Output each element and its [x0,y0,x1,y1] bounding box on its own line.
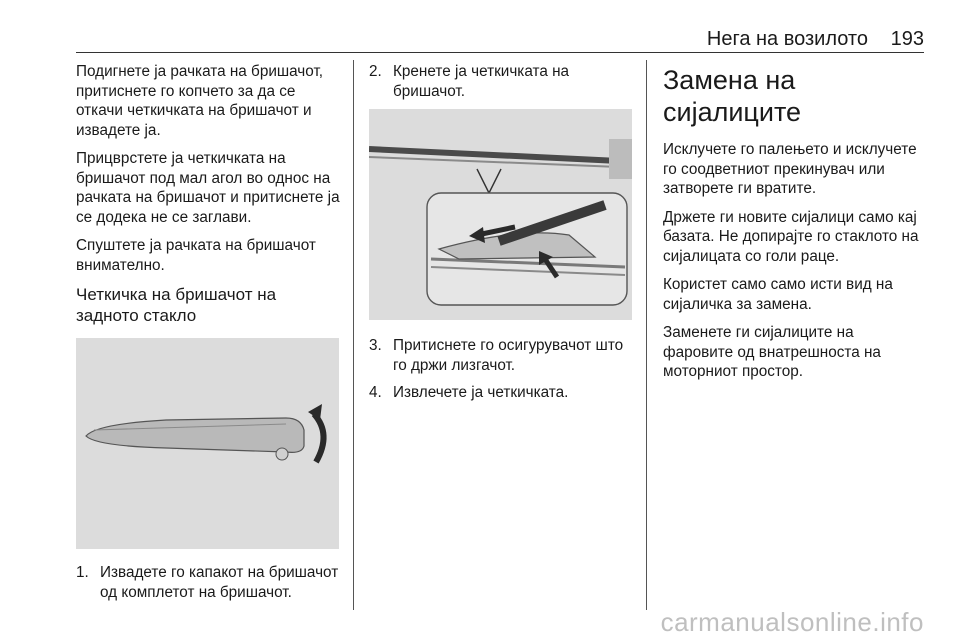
step-text: Извлечете ја четкичката. [393,384,569,401]
step-number: 3. [369,337,382,354]
header-rule [76,52,924,53]
step-text: Кренете ја четкичката на бришачот. [393,63,570,100]
watermark: carmanualsonline.info [660,607,924,637]
step-number: 2. [369,63,382,80]
paragraph: Спуштете ја рачката на бришачот внимателно. [76,237,316,274]
column-right [663,62,925,391]
paragraph: Исклучете го палењето и исклучете го соодветниот прекинувач или затворете ги вратите. [663,141,917,197]
paragraph: Подигнете ја рачката на бришачот, притиснете го копчето за да се откачи четкичката на бришачот и извадете ја. [76,63,324,139]
step-number: 1. [76,564,89,581]
column-divider [646,60,647,610]
column-middle [369,62,635,411]
rear-wiper-illustration [76,338,339,549]
step-text: Извадете го капакот на бришачот од комплетот на бришачот. [100,564,339,601]
column-left [76,62,342,610]
list-item [369,383,635,403]
paragraph: Прицврстете ја четкичката на бришачот под мал агол во однос на рачката на бришачот и притиснете ја се додека не се заглави. [76,150,340,226]
rear-wiper-figure [76,338,339,549]
paragraph: Држете ги новите сијалици само кај базата. Не допирајте го стаклото на сијалицата со голи раце. [663,208,919,265]
wiper-blade-figure [369,109,632,320]
page-number: 193 [890,28,924,50]
section-subheading: Четкичка на бришачот на задното стакло [76,285,277,325]
page-header-title: Нега на возилото [706,28,868,50]
paragraph: Користет само само исти вид на сијаличка за замена. [663,276,893,313]
list-item [369,336,635,375]
wiper-blade-illustration [369,109,632,320]
list-item [76,563,342,602]
step-number: 4. [369,384,382,401]
paragraph: Заменете ги сијалиците на фаровите од внатрешноста на моторниот простор. [663,324,881,380]
column-divider [353,60,354,610]
step-text: Притиснете го осигурувачот што го држи лизгачот. [393,337,624,374]
section-heading: Замена на сијалиците [663,65,802,127]
list-item [369,62,635,101]
